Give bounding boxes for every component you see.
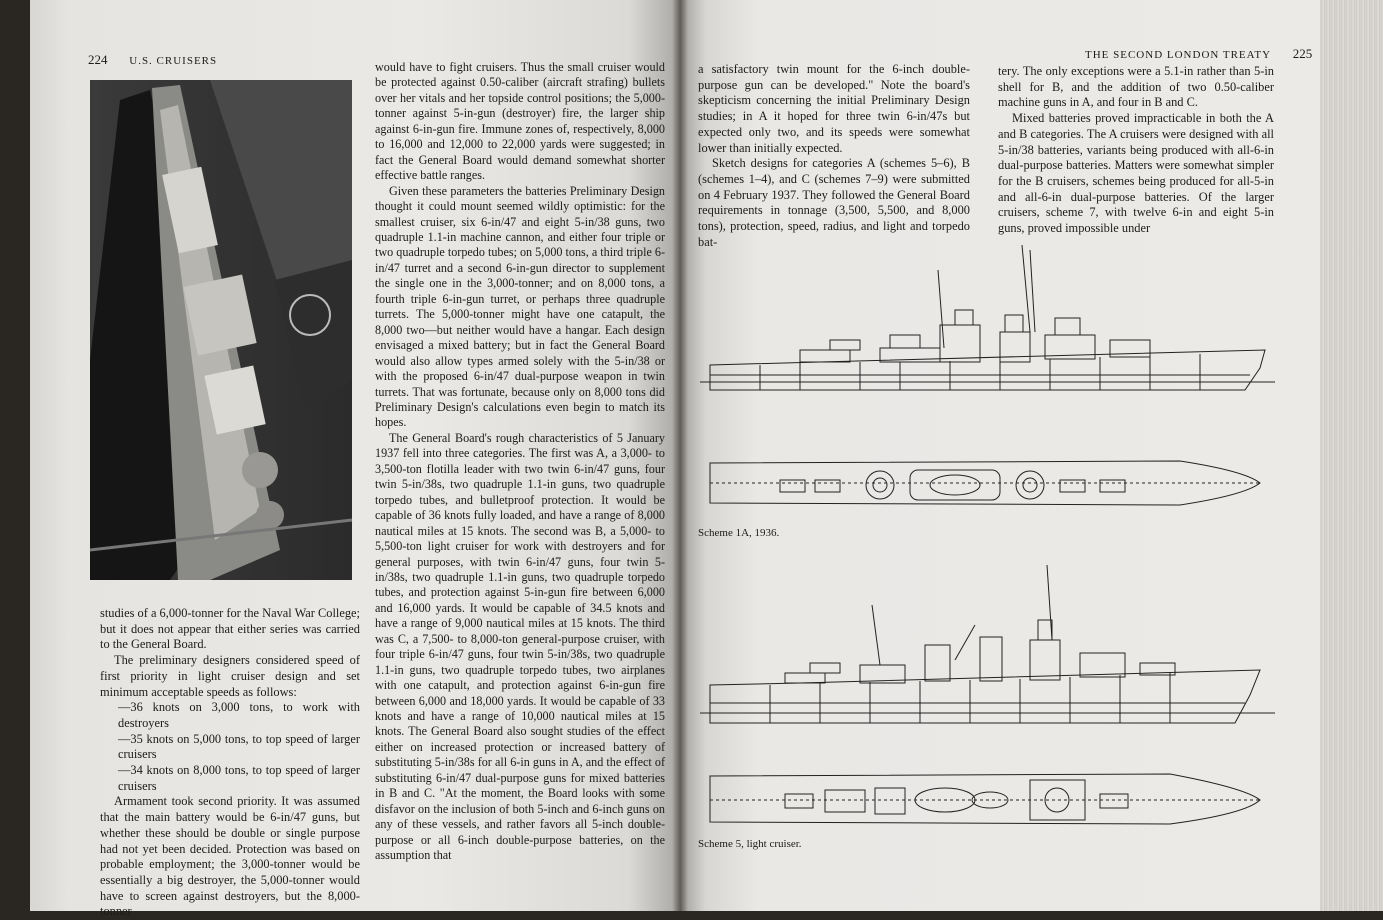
right-column-2 [998, 64, 1274, 237]
paragraph: Given these parameters the batteries Preliminary Design thought it could mount seemed wildly optimistic: for the smallest cruiser, six 6-in/47 and eight 5-in/38 guns, two quadruple 1.1-in machine cannon, and either four triple or two quadruple torpedo tubes; on 5,000 tons, a third triple 6-in/47 turret and a second 6-in-gun director to supplement the single one in the 3,000-tonner; and on 8,000 tons, a fourth triple 6-in-gun turret, or perhaps three quadruple turrets. The 5,000-tonner might have one catapult, the 8,000 two—but neither would have a hangar. Each design envisaged a mixed battery; but in fact the General Board would also allow types armed solely with the 5-in/38 or with the proposed 6-in/47 dual-purpose weapon in twin turrets. That was fortunate, because only on 8,000 tons did Preliminary Design's calculations even begin to match its hopes. [375, 183, 665, 430]
paragraph: Sketch designs for categories A (schemes 5–6), B (schemes 1–4), and C (schemes 7–9) were submitted on 4 February 1937. They followed the General Board requirements in tonnage (3,500, 5,500, and 8,000 tons), protection, speed, radius, and light and torpedo bat- [698, 156, 970, 249]
left-column-1 [100, 606, 360, 920]
right-page [680, 0, 1320, 911]
page-edges [1320, 0, 1383, 911]
right-running-head [1085, 46, 1312, 62]
left-page-number: 224 [88, 52, 108, 67]
paragraph: The preliminary designers considered speed of first priority in light cruiser design and set minimum acceptable speeds as follows: [100, 653, 360, 699]
caption-scheme-1a: Scheme 1A, 1936. [698, 527, 780, 539]
right-running-title: THE SECOND LONDON TREATY [1085, 49, 1272, 61]
cruiser-aerial-photo [90, 80, 352, 580]
paragraph: tery. The only exceptions were a 5.1-in rather than 5-in shell for B, and the addition of two 0.50-caliber machine guns in A, and four in B and C. [998, 64, 1274, 110]
list-item: —36 knots on 3,000 tons, to work with destroyers [118, 700, 360, 730]
scheme-5-plan-drawing [700, 770, 1280, 830]
right-column-1 [698, 62, 970, 250]
caption-scheme-5: Scheme 5, light cruiser. [698, 838, 802, 850]
paragraph: Armament took second priority. It was assumed that the main battery would be 6-in/47 guns, but whether these should be double or single purpose had not yet been decided. Protection was based on probable employment; the 3,000-tonner would be essentially a big destroyer, the 5,000-tonner would have to screen against destroyers, but the 8,000-tonner [100, 794, 360, 919]
paragraph: a satisfactory twin mount for the 6-inch double-purpose gun can be developed." Note the board's skepticism concerning the initial Preliminary Design studies; in A it hoped for three twin 6-in/47s but expected only two, and its speeds were somewhat lower than initially expected. [698, 62, 970, 155]
scheme-5-profile-drawing [700, 565, 1280, 735]
paragraph: Mixed batteries proved impracticable in both the A and B categories. The A cruisers were designed with all 5-in/38 batteries, variants being produced with all-6-in dual-purpose batteries. Matters were somewhat simpler for the B cruisers, schemes being produced for all-5-in and all-6-in dual-purpose batteries. Of the larger cruisers, scheme 7, with twelve 6-in and eight 5-in guns, proved impossible under [998, 111, 1274, 236]
paragraph: The General Board's rough characteristics of 5 January 1937 fell into three categories. The first was A, a 3,000- to 3,500-ton flotilla leader with two twin 6-in/47 guns, four twin 5-in/38s, two quadruple 1.1-in guns, two quadruple torpedo tubes, and bulletproof protection. It would be capable of 36 knots fully loaded, and have a range of 8,000 nautical miles at 15 knots. The second was B, a 5,000- to 5,500-ton light cruiser for work with destroyers and for general purposes, with twin 6-in/47 guns, four twin 5-in/38s, two quadruple 1.1-in guns, two quadruple torpedo tubes, and protection against 5-in-gun fire between 6,000 and 16,000 yards. It would be capable of 34.5 knots and have a range of 9,000 nautical miles at 15 knots. The third was C, a 7,500- to 8,000-ton general-purpose cruiser, with four triple 6-in/47 guns, four twin 5-in/38s, two quadruple 1.1-in guns, two quadruple torpedo tubes, two airplanes with one catapult, and protection against 6-in-gun fire between 6,000 and 18,000 yards. It would be capable of 33 knots and have a range of 10,000 nautical miles at 15 knots. The General Board also sought studies of the effect either on increased protection or increased battery of substituting 5-in/38s for all 6-in guns in A, and the effect of substituting 6-in/47 dual-purpose guns for mixed batteries in B and C. "At the moment, the Board looks with some disfavor on the inclusion of both 5-inch and 6-inch guns on any of these vessels, and rather favors all 5-inch double-purpose or all 6-inch double-purpose batteries, on the assumption that [375, 430, 665, 863]
left-running-title: U.S. CRUISERS [129, 55, 218, 67]
left-column-2 [375, 60, 665, 864]
scheme-1a-plan-drawing [700, 455, 1280, 515]
paragraph: studies of a 6,000-tonner for the Naval War College; but it does not appear that either series was carried to the General Board. [100, 606, 360, 652]
list-item: —34 knots on 8,000 tons, to top speed of larger cruisers [118, 763, 360, 793]
left-page [30, 0, 680, 919]
list-item: —35 knots on 5,000 tons, to top speed of larger cruisers [118, 731, 360, 762]
left-running-head [88, 52, 217, 68]
right-page-number: 225 [1292, 46, 1313, 61]
paragraph: would have to fight cruisers. Thus the small cruiser would be protected against 0.50-caliber (aircraft strafing) bullets over her vitals and her topside control positions; the 5,000-tonner against 5-in-gun (destroyer) fire, the larger ship against 6-in-gun fire. Immune zones of, respectively, 8,000 to 16,000 and 12,000 to 22,000 yards were suggested; in fact the General Board would demand somewhat shorter effective battle ranges. [375, 60, 665, 183]
book-gutter [672, 0, 688, 911]
scheme-1a-profile-drawing [700, 240, 1280, 410]
